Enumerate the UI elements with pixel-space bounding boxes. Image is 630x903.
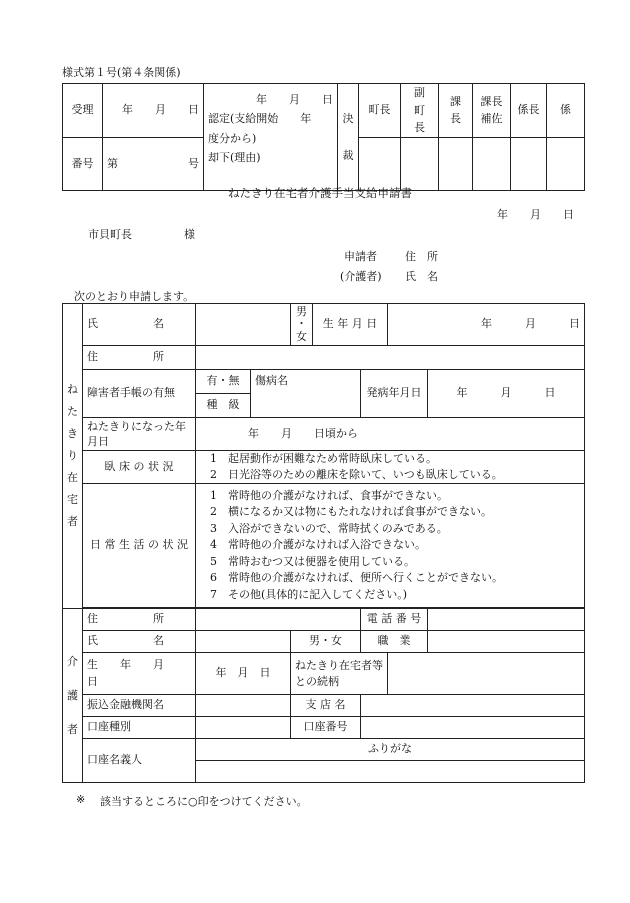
stamp-kachou-hosa[interactable]: [473, 137, 511, 190]
uketsuke-label: 受理: [63, 84, 103, 138]
bed-status-option-2[interactable]: 2 日光浴等のための離床を除いて、いつも臥床している。: [210, 468, 503, 481]
applicant-label: 申請者: [344, 250, 377, 263]
bedridden-birth-label: 生 年 月 日: [313, 304, 388, 346]
caregiver-side-label: 介 護 者: [63, 609, 83, 783]
daily-option-6[interactable]: 6 常時他の介護がなければ、便所へ行くことができない。: [210, 571, 503, 585]
handbook-grade-label[interactable]: 種 級: [196, 394, 251, 418]
bedridden-address-input[interactable]: [196, 346, 585, 370]
caregiver-birth-value[interactable]: 年 月 日: [196, 653, 291, 695]
bed-status-label: 臥 床 の 状 況: [83, 451, 196, 484]
intro-text: 次のとおり申請します。: [74, 290, 195, 303]
caregiver-address-input[interactable]: [196, 609, 361, 631]
addressee-honorific: 様: [184, 228, 195, 241]
onset-date-value[interactable]: 年 月 日: [428, 370, 585, 418]
role-kakari: 係: [547, 84, 585, 138]
approval-date: 年 月 日: [256, 93, 333, 106]
page-title: ねたきり在宅者介護手当支給申請書: [228, 186, 412, 200]
stamp-kakarichou[interactable]: [511, 137, 547, 190]
handbook-label: 障害者手帳の有無: [83, 370, 196, 418]
note-mark: ※: [76, 793, 86, 806]
role-chouchou: 町長: [359, 84, 401, 138]
applicant-address-label: 住 所: [405, 250, 438, 263]
form-number-label: 様式第１号(第４条関係): [62, 66, 181, 79]
role-kachou: 課 長: [439, 84, 473, 138]
daily-option-2[interactable]: 2 横になるか又は物にもたれなければ食事ができない。: [210, 505, 492, 519]
bed-status-option-1[interactable]: 1 起居動作が困難なため常時臥床している。: [210, 452, 437, 466]
onset-date-label: 発病年月日: [361, 370, 428, 418]
stamp-kachou[interactable]: [439, 137, 473, 190]
bedridden-birth-value[interactable]: 年 月 日: [388, 304, 585, 346]
bedridden-side-label: ね た き り 在 宅 者: [63, 304, 83, 609]
bedridden-date-label: ねたきりになった年月日: [83, 418, 196, 451]
receipt-date: 年 月 日: [103, 84, 204, 138]
daily-life-label: 日 常 生 活 の 状 況: [83, 484, 196, 608]
role-kachou-hosa: 課長 補佐: [473, 84, 511, 138]
branch-name-input[interactable]: [361, 695, 585, 717]
approval-table: [62, 83, 585, 191]
caregiver-sex[interactable]: 男・女: [291, 631, 361, 653]
bedridden-sex[interactable]: 男 ・ 女: [291, 304, 313, 346]
stamp-chouchou[interactable]: [359, 137, 401, 190]
caregiver-name-input[interactable]: [196, 631, 291, 653]
account-type-input[interactable]: [196, 717, 291, 739]
account-holder-label: 口座名義人: [83, 739, 196, 783]
relation-label: ねたきり在宅者等との続柄: [291, 653, 388, 695]
dai-label: 第: [107, 156, 118, 170]
daily-life-options[interactable]: [196, 484, 585, 608]
receipt-number-cell[interactable]: [103, 137, 204, 190]
bedridden-date-value[interactable]: 年 月 日頃から: [196, 418, 585, 451]
furigana-label: ふりがな: [196, 739, 585, 761]
bango-label: 番号: [63, 137, 103, 190]
daily-option-5[interactable]: 5 常時おむつ又は便器を使用している。: [210, 554, 415, 568]
caregiver-address-label: 住 所: [83, 609, 196, 631]
branch-name-label: 支 店 名: [291, 695, 361, 717]
caregiver-phone-input[interactable]: [428, 609, 585, 631]
submission-date[interactable]: 年 月 日: [497, 208, 574, 221]
bedridden-name-label: 氏 名: [83, 304, 196, 346]
handbook-yes-no[interactable]: 有・無: [196, 370, 251, 394]
approval-decision-cell: [204, 84, 338, 191]
account-number-label: 口座番号: [291, 717, 361, 739]
daily-option-4[interactable]: 4 常時他の介護がなければ入浴できない。: [210, 538, 426, 552]
role-fukuchou: 副 町 長: [401, 84, 439, 138]
bank-name-input[interactable]: [196, 695, 291, 717]
disease-name-label: 傷病名: [255, 374, 288, 387]
stamp-kakari[interactable]: [547, 137, 585, 190]
main-form-table: [62, 303, 585, 783]
account-holder-input[interactable]: [196, 761, 585, 783]
applicant-name-label: 氏 名: [405, 270, 438, 283]
account-type-label: 口座種別: [83, 717, 196, 739]
daily-option-7[interactable]: 7 その他(具体的に記入してください。): [210, 587, 408, 601]
caregiver-name-label: 氏 名: [83, 631, 196, 653]
nintei-label: 認定(支給開始 年: [208, 112, 312, 126]
daily-option-3[interactable]: 3 入浴ができないので、常時拭くのみである。: [210, 521, 448, 535]
caregiver-phone-label: 電 話 番 号: [361, 609, 428, 631]
bedridden-address-label: 住 所: [83, 346, 196, 370]
caregiver-job-input[interactable]: [428, 631, 585, 653]
go-label: 号: [188, 156, 199, 170]
bedridden-name-input[interactable]: [196, 304, 291, 346]
disease-name-cell[interactable]: [251, 370, 361, 418]
stamp-fukuchou[interactable]: [401, 137, 439, 190]
kessai-label: 決 裁: [338, 84, 359, 191]
caregiver-birth-label: 生 年 月 日: [83, 653, 196, 695]
caregiver-job-label: 職 業: [361, 631, 428, 653]
nintei-label-2: 度分から): [208, 131, 257, 145]
kyakka-label: 却下(理由): [208, 150, 261, 164]
bank-name-label: 振込金融機関名: [83, 695, 196, 717]
addressee: 市貝町長: [88, 228, 132, 241]
applicant-caregiver-label: (介護者): [340, 270, 382, 283]
footnote: 該当するところに○印をつけてください。: [100, 795, 308, 808]
relation-input[interactable]: [388, 653, 585, 695]
role-kakarichou: 係長: [511, 84, 547, 138]
bed-status-options[interactable]: [196, 451, 585, 484]
daily-option-1[interactable]: 1 常時他の介護がなければ、食事ができない。: [210, 488, 448, 502]
account-number-input[interactable]: [361, 717, 585, 739]
